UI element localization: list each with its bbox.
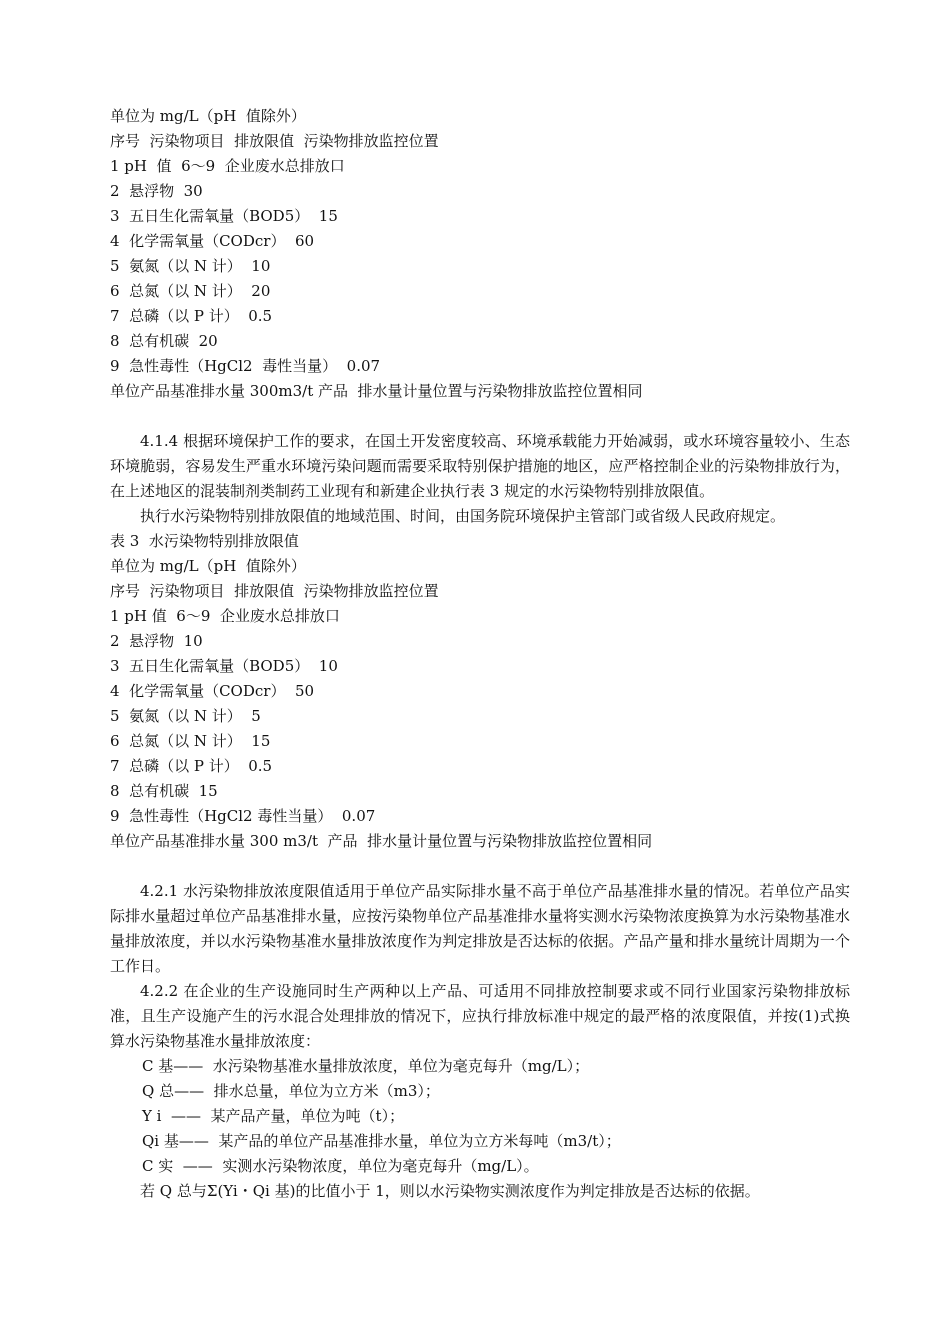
table3-row: 9 急性毒性（HgCl2 毒性当量） 0.07 [110, 807, 376, 825]
spacer [110, 854, 850, 879]
definition-qi-base: Qi 基—— 某产品的单位产品基准排水量，单位为立方米每吨（m3/t）； [142, 1132, 621, 1150]
table3-block [110, 529, 850, 854]
table2-row: 6 总氮（以 N 计） 20 [110, 282, 271, 300]
document-page [110, 104, 850, 1204]
definition-c-measured: C 实 —— 实测水污染物浓度，单位为毫克每升（mg/L）。 [142, 1157, 539, 1175]
definition-yi: Y i —— 某产品产量，单位为吨（t）； [142, 1107, 405, 1125]
paragraph-4-2-1: 4.2.1 水污染物排放浓度限值适用于单位产品实际排水量不高于单位产品基准排水量的情况。若单位产品实际排水量超过单位产品基准排水量，应按污染物单位产品基准排水量将实测水污染物浓度换算为水污染物基准水量排放浓度，并以水污染物基准水量排放浓度作为判定排放是否达标的依据。产品产量和排水量统计周期为一个工作日。 [110, 882, 850, 975]
paragraph-4-1-4: 4.1.4 根据环境保护工作的要求，在国土开发密度较高、环境承载能力开始减弱，或水环境容量较小、生态环境脆弱，容易发生严重水环境污染问题而需要采取特别保护措施的地区，应严格控制企业的污染物排放行为，在上述地区的混装制剂类制药工业现有和新建企业执行表 3 规定的水污染物特别排放限值。 [110, 432, 850, 500]
table3-row: 5 氨氮（以 N 计） 5 [110, 707, 261, 725]
table2-row: 1 pH 值 6～9 企业废水总排放口 [110, 157, 345, 175]
table3-unit: 单位为 mg/L（pH 值除外） [110, 557, 306, 575]
definition-q-total: Q 总—— 排水总量，单位为立方米（m3）； [142, 1082, 440, 1100]
table2-footer: 单位产品基准排水量 300m3/t 产品 排水量计量位置与污染物排放监控位置相同 [110, 382, 643, 400]
table2-row: 4 化学需氧量（CODcr） 60 [110, 232, 315, 250]
table2-row: 8 总有机碳 20 [110, 332, 218, 350]
table2-row: 7 总磷（以 P 计） 0.5 [110, 307, 273, 325]
paragraph-special-limits-scope: 执行水污染物特别排放限值的地域范围、时间，由国务院环境保护主管部门或省级人民政府规定。 [140, 507, 786, 525]
table2-row: 3 五日生化需氧量（BOD5） 15 [110, 207, 338, 225]
paragraph-conclusion: 若 Q 总与Σ(Yi・Qi 基)的比值小于 1，则以水污染物实测浓度作为判定排放是否达标的依据。 [140, 1182, 760, 1200]
definition-c-base: C 基—— 水污染物基准水量排放浓度，单位为毫克每升（mg/L）； [142, 1057, 590, 1075]
table3-row: 4 化学需氧量（CODcr） 50 [110, 682, 315, 700]
spacer [110, 404, 850, 429]
paragraph-4-2-2: 4.2.2 在企业的生产设施同时生产两种以上产品、可适用不同排放控制要求或不同行业国家污染物排放标准，且生产设施产生的污水混合处理排放的情况下，应执行排放标准中规定的最严格的浓度限值，并按(1)式换算水污染物基准水量排放浓度： [110, 982, 850, 1050]
table3-footer: 单位产品基准排水量 300 m3/t 产品 排水量计量位置与污染物排放监控位置相同 [110, 832, 653, 850]
table3-row: 3 五日生化需氧量（BOD5） 10 [110, 657, 338, 675]
table2-unit: 单位为 mg/L（pH 值除外） [110, 107, 306, 125]
table2-header: 序号 污染物项目 排放限值 污染物排放监控位置 [110, 132, 439, 150]
table3-row: 6 总氮（以 N 计） 15 [110, 732, 271, 750]
table3-row: 2 悬浮物 10 [110, 632, 203, 650]
table2-row: 2 悬浮物 30 [110, 182, 203, 200]
table2-block [110, 104, 850, 404]
table3-row: 8 总有机碳 15 [110, 782, 218, 800]
table3-header: 序号 污染物项目 排放限值 污染物排放监控位置 [110, 582, 439, 600]
table3-row: 1 pH 值 6～9 企业废水总排放口 [110, 607, 340, 625]
table2-row: 9 急性毒性（HgCl2 毒性当量） 0.07 [110, 357, 381, 375]
table3-row: 7 总磷（以 P 计） 0.5 [110, 757, 273, 775]
table3-title: 表 3 水污染物特别排放限值 [110, 532, 299, 550]
table2-row: 5 氨氮（以 N 计） 10 [110, 257, 271, 275]
